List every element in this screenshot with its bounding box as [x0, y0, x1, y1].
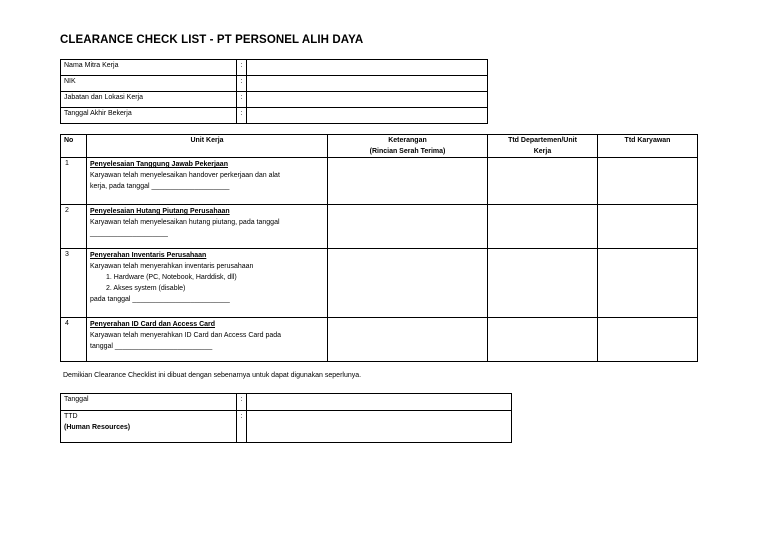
- ttd-label-cell: [61, 411, 237, 443]
- ttd-signature-field[interactable]: [247, 411, 512, 443]
- field-separator: :: [237, 60, 247, 76]
- header-ttd-departemen: [488, 135, 598, 158]
- header-ttd-karyawan: Ttd Karyawan: [598, 135, 698, 158]
- section-text: Karyawan telah menyelesaikan handover perkerjaan dan alat: [90, 172, 280, 179]
- checklist-header-row: [61, 135, 698, 158]
- unit-kerja-cell: [87, 249, 328, 318]
- header-no: No: [61, 135, 87, 158]
- keterangan-cell[interactable]: [328, 318, 488, 362]
- ttd-label: TTD: [64, 413, 78, 420]
- page-title: CLEARANCE CHECK LIST - PT PERSONEL ALIH DAYA: [60, 34, 364, 46]
- ttd-karyawan-cell[interactable]: [598, 205, 698, 249]
- field-separator: :: [237, 411, 247, 443]
- header-keterangan-line1: Keterangan: [388, 137, 427, 144]
- checklist-table: [60, 134, 698, 362]
- unit-kerja-cell: [87, 205, 328, 249]
- tanggal-field[interactable]: [247, 394, 512, 411]
- field-label: Tanggal Akhir Bekerja: [61, 108, 237, 124]
- row-number: 4: [61, 318, 87, 362]
- section-text: ____________________: [90, 230, 168, 237]
- checklist-row-3: [61, 249, 698, 318]
- hr-label: (Human Resources): [64, 424, 131, 431]
- section-text: Karyawan telah menyerahkan inventaris perusahaan: [90, 263, 254, 270]
- ttd-karyawan-cell[interactable]: [598, 158, 698, 205]
- header-ttd-departemen-line2: Kerja: [533, 148, 552, 155]
- field-separator: :: [237, 92, 247, 108]
- checklist-row-1: [61, 158, 698, 205]
- row-number: 2: [61, 205, 87, 249]
- section-text: Karyawan telah menyelesaikan hutang piutang, pada tanggal: [90, 219, 280, 226]
- signoff-table: [60, 393, 512, 443]
- ttd-departemen-cell[interactable]: [488, 318, 598, 362]
- ttd-karyawan-cell[interactable]: [598, 318, 698, 362]
- jabatan-lokasi-field[interactable]: [247, 92, 488, 108]
- nik-field[interactable]: [247, 76, 488, 92]
- inventory-sublist: [90, 272, 324, 294]
- section-text: kerja, pada tanggal ____________________: [90, 183, 230, 190]
- header-ttd-departemen-line1: Ttd Departemen/Unit: [508, 137, 577, 144]
- tanggal-akhir-field[interactable]: [247, 108, 488, 124]
- field-label: NIK: [61, 76, 237, 92]
- identity-row-nik: [61, 76, 488, 92]
- ttd-departemen-cell[interactable]: [488, 249, 598, 318]
- row-number: 3: [61, 249, 87, 318]
- section-text: Karyawan telah menyerahkan ID Card dan Access Card pada: [90, 332, 282, 339]
- field-label: Nama Mitra Kerja: [61, 60, 237, 76]
- section-text: pada tanggal _________________________: [90, 296, 230, 303]
- ttd-karyawan-cell[interactable]: [598, 249, 698, 318]
- field-separator: :: [237, 108, 247, 124]
- nama-mitra-kerja-field[interactable]: [247, 60, 488, 76]
- signoff-row-ttd: [61, 411, 512, 443]
- field-label: Jabatan dan Lokasi Kerja: [61, 92, 237, 108]
- identity-row-tanggal-akhir: [61, 108, 488, 124]
- header-unit-kerja: Unit Kerja: [87, 135, 328, 158]
- closing-note: Demikian Clearance Checklist ini dibuat dengan sebenarnya untuk dapat digunakan seperlunya.: [63, 372, 362, 379]
- keterangan-cell[interactable]: [328, 249, 488, 318]
- identity-table: [60, 59, 488, 124]
- keterangan-cell[interactable]: [328, 158, 488, 205]
- keterangan-cell[interactable]: [328, 205, 488, 249]
- sublist-item: 2. Akses system (disable): [106, 285, 186, 292]
- unit-kerja-cell: [87, 318, 328, 362]
- header-keterangan: [328, 135, 488, 158]
- checklist-row-2: [61, 205, 698, 249]
- ttd-departemen-cell[interactable]: [488, 205, 598, 249]
- field-separator: :: [237, 76, 247, 92]
- checklist-row-4: [61, 318, 698, 362]
- section-text: tanggal _________________________: [90, 343, 213, 350]
- ttd-departemen-cell[interactable]: [488, 158, 598, 205]
- section-title: Penyerahan ID Card dan Access Card: [90, 321, 216, 328]
- header-keterangan-line2: (Rincian Serah Terima): [369, 148, 446, 155]
- identity-row-nama: [61, 60, 488, 76]
- identity-row-jabatan: [61, 92, 488, 108]
- tanggal-label: Tanggal: [61, 394, 237, 411]
- sublist-item: 1. Hardware (PC, Notebook, Harddisk, dll): [106, 274, 237, 281]
- unit-kerja-cell: [87, 158, 328, 205]
- row-number: 1: [61, 158, 87, 205]
- section-title: Penyelesaian Tanggung Jawab Pekerjaan: [90, 161, 228, 168]
- section-title: Penyerahan Inventaris Perusahaan: [90, 252, 207, 259]
- field-separator: :: [237, 394, 247, 411]
- section-title: Penyelesaian Hutang Piutang Perusahaan: [90, 208, 230, 215]
- signoff-row-tanggal: [61, 394, 512, 411]
